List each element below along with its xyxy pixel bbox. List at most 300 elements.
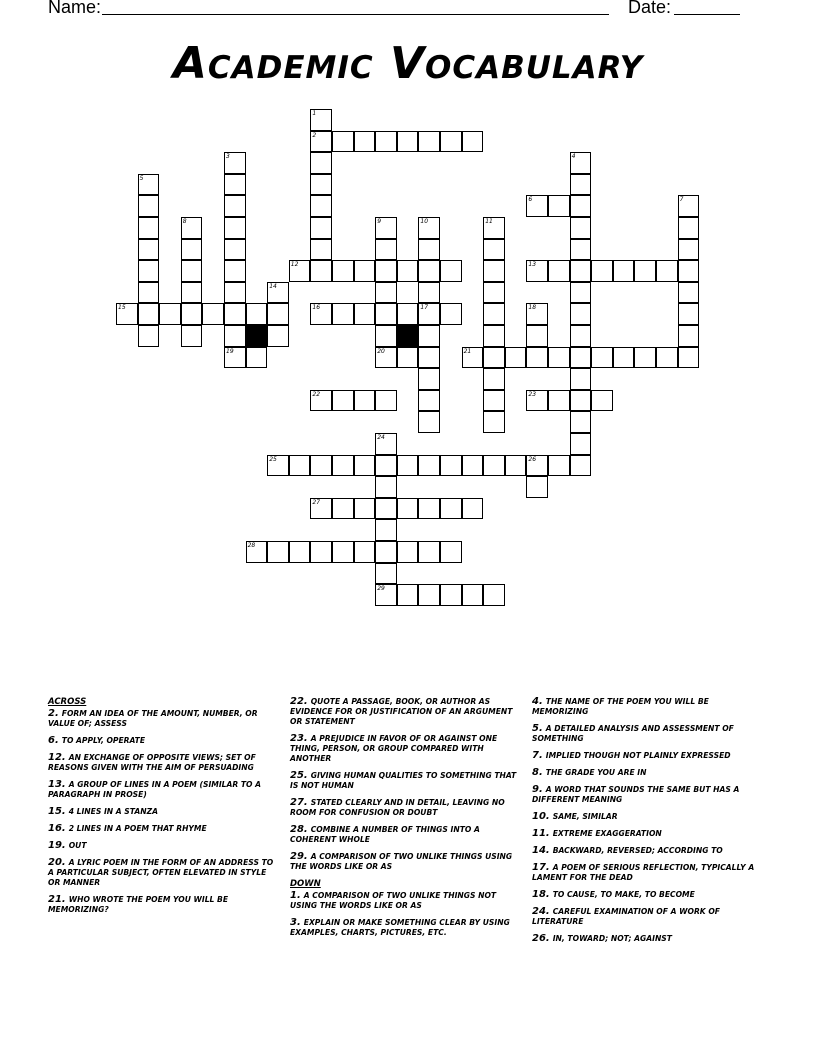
crossword-cell[interactable] — [138, 195, 160, 217]
clue-text: A LYRIC POEM IN THE FORM OF AN ADDRESS TO A PARTICULAR SUBJECT, OFTEN ELEVATED IN STYLE OR MANNER — [48, 858, 274, 887]
clue-num: 7. — [532, 750, 543, 761]
crossword-cell[interactable] — [397, 455, 419, 477]
crossword-cell[interactable] — [267, 541, 289, 563]
clue-num: 11. — [532, 828, 550, 839]
crossword-cell[interactable] — [548, 390, 570, 412]
crossword-cell[interactable] — [526, 347, 548, 369]
clue-num: 8. — [532, 767, 543, 778]
clue-number: 20 — [377, 347, 385, 355]
crossword-cell[interactable] — [375, 519, 397, 541]
across-clue — [48, 895, 280, 915]
clue-num: 23. — [290, 733, 308, 744]
crossword-cell[interactable] — [678, 325, 700, 347]
crossword-cell[interactable] — [224, 217, 246, 239]
crossword-cell[interactable] — [548, 347, 570, 369]
crossword-cell[interactable] — [181, 239, 203, 261]
crossword-cell[interactable] — [634, 347, 656, 369]
clue-num: 14. — [532, 845, 550, 856]
crossword-cell[interactable] — [613, 260, 635, 282]
crossword-cell[interactable] — [138, 325, 160, 347]
crossword-cell[interactable] — [526, 260, 548, 282]
crossword-cell[interactable] — [656, 347, 678, 369]
crossword-cell[interactable] — [526, 476, 548, 498]
down-clue — [532, 934, 764, 944]
crossword-cell[interactable] — [397, 131, 419, 153]
crossword-cell[interactable] — [332, 260, 354, 282]
crossword-cell[interactable] — [224, 260, 246, 282]
down-clue — [532, 785, 764, 805]
across-clue — [290, 734, 522, 764]
crossword-cell[interactable] — [678, 260, 700, 282]
crossword-cell[interactable] — [570, 195, 592, 217]
crossword-cell[interactable] — [526, 195, 548, 217]
crossword-cell[interactable] — [289, 260, 311, 282]
crossword-cell[interactable] — [526, 390, 548, 412]
across-clue — [290, 825, 522, 845]
crossword-cell[interactable] — [440, 498, 462, 520]
clue-text: IMPLIED THOUGH NOT PLAINLY EXPRESSED — [545, 751, 731, 760]
clue-list — [48, 697, 768, 1017]
across-clue — [290, 852, 522, 872]
crossword-cell[interactable] — [418, 282, 440, 304]
down-clue — [290, 918, 522, 938]
clue-text: EXTREME EXAGGERATION — [552, 829, 662, 838]
clue-text: FORM AN IDEA OF THE AMOUNT, NUMBER, OR VALUE OF; ASSESS — [48, 709, 258, 728]
crossword-cell[interactable] — [310, 455, 332, 477]
across-clue — [290, 697, 522, 727]
name-label: Name: — [48, 0, 102, 17]
down-clue — [532, 768, 764, 778]
crossword-cell[interactable] — [397, 541, 419, 563]
clue-column-3 — [532, 697, 764, 951]
clue-number: 3 — [226, 153, 230, 161]
crossword-cell[interactable] — [462, 455, 484, 477]
across-clue — [48, 753, 280, 773]
clue-number: 25 — [269, 455, 277, 463]
clue-num: 1. — [290, 890, 301, 901]
crossword-cell[interactable] — [375, 563, 397, 585]
crossword-cell[interactable] — [418, 584, 440, 606]
crossword-cell[interactable] — [591, 347, 613, 369]
crossword-cell[interactable] — [375, 282, 397, 304]
crossword-cell[interactable] — [570, 282, 592, 304]
crossword-cell[interactable] — [138, 239, 160, 261]
crossword-cell[interactable] — [418, 217, 440, 239]
crossword-cell[interactable] — [418, 347, 440, 369]
clue-number: 13 — [528, 261, 537, 269]
blocked-cell — [397, 325, 419, 347]
clue-num: 2. — [48, 708, 59, 719]
crossword-cell[interactable] — [483, 411, 505, 433]
clue-num: 12. — [48, 752, 66, 763]
crossword-cell[interactable] — [397, 260, 419, 282]
clue-text: EXPLAIN OR MAKE SOMETHING CLEAR BY USING EXAMPLES, CHARTS, PICTURES, ETC. — [290, 918, 510, 937]
crossword-cell[interactable] — [418, 303, 440, 325]
down-clue — [532, 812, 764, 822]
crossword-cell[interactable] — [332, 303, 354, 325]
crossword-cell[interactable] — [418, 455, 440, 477]
down-clue — [532, 846, 764, 856]
clue-text: TO APPLY, OPERATE — [61, 736, 146, 745]
clue-num: 19. — [48, 840, 66, 851]
clue-number: 29 — [377, 585, 385, 593]
crossword-cell[interactable] — [289, 455, 311, 477]
crossword-cell[interactable] — [418, 541, 440, 563]
clue-number: 1 — [312, 110, 317, 117]
crossword-cell[interactable] — [138, 260, 160, 282]
across-clue — [48, 780, 280, 800]
clue-number: 12 — [290, 261, 299, 269]
crossword-cell[interactable] — [138, 174, 160, 196]
across-clue — [48, 824, 280, 834]
crossword-cell[interactable] — [570, 303, 592, 325]
crossword-cell[interactable] — [678, 303, 700, 325]
crossword-cell[interactable] — [440, 455, 462, 477]
across-clue — [290, 771, 522, 791]
crossword-cell[interactable] — [224, 347, 246, 369]
crossword-cell[interactable] — [289, 541, 311, 563]
crossword-cell[interactable] — [267, 303, 289, 325]
crossword-cell[interactable] — [332, 541, 354, 563]
crossword-cell[interactable] — [159, 303, 181, 325]
crossword-cell[interactable] — [375, 239, 397, 261]
clue-num: 22. — [290, 696, 308, 707]
crossword-cell[interactable] — [224, 303, 246, 325]
clue-num: 6. — [48, 735, 59, 746]
down-clue — [532, 751, 764, 761]
across-clue — [48, 736, 280, 746]
clue-num: 29. — [290, 851, 308, 862]
crossword-cell[interactable] — [570, 411, 592, 433]
crossword-cell[interactable] — [570, 174, 592, 196]
clue-text: QUOTE A PASSAGE, BOOK, OR AUTHOR AS EVIDENCE FOR OR JUSTIFICATION OF AN ARGUMENT OR STATEMENT — [290, 697, 513, 726]
crossword-cell[interactable] — [548, 260, 570, 282]
clue-number: 7 — [679, 196, 684, 204]
crossword-cell[interactable] — [332, 131, 354, 153]
crossword-cell[interactable] — [418, 411, 440, 433]
crossword-cell[interactable] — [483, 303, 505, 325]
clue-number: 4 — [571, 153, 576, 161]
crossword-cell[interactable] — [354, 390, 376, 412]
clue-num: 9. — [532, 784, 543, 795]
crossword-cell[interactable] — [678, 217, 700, 239]
crossword-cell[interactable] — [418, 239, 440, 261]
crossword-cell[interactable] — [678, 195, 700, 217]
crossword-cell[interactable] — [483, 325, 505, 347]
down-clue — [532, 863, 764, 883]
clue-number: 11 — [485, 218, 493, 225]
crossword-cell[interactable] — [570, 433, 592, 455]
crossword-cell[interactable] — [505, 455, 527, 477]
clue-number: 2 — [312, 131, 317, 139]
crossword-cell[interactable] — [418, 368, 440, 390]
crossword-cell[interactable] — [570, 347, 592, 369]
clue-text: IN, TOWARD; NOT; AGAINST — [552, 934, 672, 943]
crossword-cell[interactable] — [310, 390, 332, 412]
crossword-cell[interactable] — [526, 303, 548, 325]
down-heading: DOWN — [290, 879, 321, 889]
crossword-cell[interactable] — [224, 325, 246, 347]
crossword-cell[interactable] — [224, 195, 246, 217]
crossword-cell[interactable] — [224, 174, 246, 196]
crossword-cell[interactable] — [375, 541, 397, 563]
crossword-cell[interactable] — [570, 390, 592, 412]
crossword-cell[interactable] — [440, 584, 462, 606]
crossword-cell[interactable] — [138, 282, 160, 304]
crossword-cell[interactable] — [483, 282, 505, 304]
crossword-cell[interactable] — [246, 541, 268, 563]
crossword-cell[interactable] — [462, 347, 484, 369]
clue-num: 16. — [48, 823, 66, 834]
crossword-cell[interactable] — [332, 390, 354, 412]
clue-text: BACKWARD, REVERSED; ACCORDING TO — [552, 846, 723, 855]
crossword-cell[interactable] — [440, 260, 462, 282]
crossword-cell[interactable] — [483, 217, 505, 239]
across-clue — [48, 841, 280, 851]
crossword-cell[interactable] — [570, 152, 592, 174]
clue-number: 14 — [269, 282, 277, 290]
crossword-cell[interactable] — [354, 455, 376, 477]
crossword-cell[interactable] — [310, 109, 332, 131]
clue-number: 8 — [182, 218, 187, 225]
clue-number: 24 — [377, 434, 385, 441]
clue-text: TO CAUSE, TO MAKE, TO BECOME — [552, 890, 695, 899]
crossword-cell[interactable] — [354, 260, 376, 282]
clue-num: 28. — [290, 824, 308, 835]
crossword-cell[interactable] — [310, 239, 332, 261]
clue-num: 15. — [48, 806, 66, 817]
crossword-cell[interactable] — [224, 152, 246, 174]
crossword-cell[interactable] — [375, 584, 397, 606]
crossword-cell[interactable] — [548, 195, 570, 217]
blocked-cell — [246, 325, 268, 347]
crossword-cell[interactable] — [310, 131, 332, 153]
crossword-cell[interactable] — [570, 455, 592, 477]
clue-num: 20. — [48, 857, 66, 868]
clue-number: 22 — [312, 390, 321, 398]
clue-text: A COMPARISON OF TWO UNLIKE THINGS USING THE WORDS LIKE OR AS — [290, 852, 513, 871]
clue-text: A DETAILED ANALYSIS AND ASSESSMENT OF SOMETHING — [532, 724, 734, 743]
clue-number: 27 — [312, 498, 321, 506]
clue-text: SAME, SIMILAR — [552, 812, 618, 821]
down-clue — [290, 891, 522, 911]
clue-num: 3. — [290, 917, 301, 928]
crossword-cell[interactable] — [397, 347, 419, 369]
clue-number: 26 — [528, 455, 537, 463]
crossword-cell[interactable] — [397, 303, 419, 325]
clue-num: 27. — [290, 797, 308, 808]
crossword-cell[interactable] — [656, 260, 678, 282]
clue-text: THE GRADE YOU ARE IN — [545, 768, 647, 777]
crossword-cell[interactable] — [570, 260, 592, 282]
crossword-cell[interactable] — [181, 325, 203, 347]
crossword-cell[interactable] — [375, 260, 397, 282]
crossword-cell[interactable] — [570, 325, 592, 347]
crossword-cell[interactable] — [418, 498, 440, 520]
crossword-cell[interactable] — [678, 239, 700, 261]
clue-text: WHO WROTE THE POEM YOU WILL BE MEMORIZING? — [48, 895, 229, 914]
clue-number: 19 — [226, 347, 234, 355]
crossword-cell[interactable] — [678, 347, 700, 369]
crossword-cell[interactable] — [397, 498, 419, 520]
clue-column-1 — [48, 697, 280, 922]
crossword-cell[interactable] — [375, 325, 397, 347]
crossword-cell[interactable] — [310, 541, 332, 563]
crossword-cell[interactable] — [483, 368, 505, 390]
clue-num: 5. — [532, 723, 543, 734]
clue-text: A POEM OF SERIOUS REFLECTION, TYPICALLY A LAMENT FOR THE DEAD — [532, 863, 755, 882]
crossword-cell[interactable] — [462, 498, 484, 520]
crossword-cell[interactable] — [267, 282, 289, 304]
clue-num: 17. — [532, 862, 550, 873]
crossword-cell[interactable] — [332, 455, 354, 477]
crossword-cell[interactable] — [354, 131, 376, 153]
crossword-cell[interactable] — [181, 282, 203, 304]
clue-num: 10. — [532, 811, 550, 822]
crossword-cell[interactable] — [591, 390, 613, 412]
crossword-cell[interactable] — [418, 260, 440, 282]
clue-num: 25. — [290, 770, 308, 781]
crossword-cell[interactable] — [224, 282, 246, 304]
crossword-cell[interactable] — [418, 390, 440, 412]
crossword-cell[interactable] — [224, 239, 246, 261]
crossword-cell[interactable] — [375, 131, 397, 153]
crossword-cell[interactable] — [354, 498, 376, 520]
crossword-cell[interactable] — [332, 498, 354, 520]
clue-text: A WORD THAT SOUNDS THE SAME BUT HAS A DIFFERENT MEANING — [532, 785, 740, 804]
crossword-cell[interactable] — [526, 325, 548, 347]
clue-text: OUT — [68, 841, 87, 850]
crossword-cell[interactable] — [483, 260, 505, 282]
crossword-cell[interactable] — [202, 303, 224, 325]
crossword-cell[interactable] — [181, 303, 203, 325]
clue-number: 23 — [528, 390, 537, 398]
crossword-cell[interactable] — [354, 541, 376, 563]
across-clue — [48, 858, 280, 888]
crossword-cell[interactable] — [483, 347, 505, 369]
clue-number: 15 — [118, 304, 126, 312]
crossword-cell[interactable] — [246, 347, 268, 369]
crossword-cell[interactable] — [440, 303, 462, 325]
crossword-cell[interactable] — [138, 303, 160, 325]
clue-text: 2 LINES IN A POEM THAT RHYME — [68, 824, 207, 833]
clue-column-2 — [290, 697, 522, 945]
clue-number: 10 — [420, 218, 429, 225]
crossword-cell[interactable] — [375, 476, 397, 498]
clue-num: 21. — [48, 894, 66, 905]
clue-text: STATED CLEARLY AND IN DETAIL, LEAVING NO ROOM FOR CONFUSION OR DOUBT — [290, 798, 505, 817]
crossword-cell[interactable] — [591, 260, 613, 282]
clue-text: THE NAME OF THE POEM YOU WILL BE MEMORIZING — [532, 697, 709, 716]
crossword-cell[interactable] — [613, 347, 635, 369]
crossword-cell[interactable] — [375, 217, 397, 239]
crossword-cell[interactable] — [375, 303, 397, 325]
across-clue — [290, 798, 522, 818]
crossword-cell[interactable] — [483, 455, 505, 477]
crossword-cell[interactable] — [375, 433, 397, 455]
clue-text: GIVING HUMAN QUALITIES TO SOMETHING THAT IS NOT HUMAN — [290, 771, 517, 790]
crossword-cell[interactable] — [483, 390, 505, 412]
crossword-cell[interactable] — [418, 131, 440, 153]
clue-number: 17 — [420, 304, 429, 312]
down-clue — [532, 907, 764, 927]
clue-text: CAREFUL EXAMINATION OF A WORK OF LITERATURE — [532, 907, 720, 926]
clue-num: 26. — [532, 933, 550, 944]
crossword-cell[interactable] — [246, 303, 268, 325]
crossword-cell[interactable] — [397, 584, 419, 606]
across-clue — [48, 807, 280, 817]
crossword-cell[interactable] — [634, 260, 656, 282]
clue-number: 28 — [247, 542, 256, 549]
crossword-cell[interactable] — [418, 325, 440, 347]
crossword-cell[interactable] — [462, 131, 484, 153]
crossword-cell[interactable] — [483, 239, 505, 261]
clue-num: 18. — [532, 889, 550, 900]
crossword-cell[interactable] — [375, 390, 397, 412]
crossword-cell[interactable] — [181, 217, 203, 239]
crossword-cell[interactable] — [267, 325, 289, 347]
clue-text: A PREJUDICE IN FAVOR OF OR AGAINST ONE THING, PERSON, OR GROUP COMPARED WITH ANOTHER — [290, 734, 498, 763]
clue-text: A COMPARISON OF TWO UNLIKE THINGS NOT USING THE WORDS LIKE OR AS — [290, 891, 497, 910]
clue-text: AN EXCHANGE OF OPPOSITE VIEWS; SET OF REASONS GIVEN WITH THE AIM OF PERSUADING — [48, 753, 256, 772]
down-clue — [532, 890, 764, 900]
clue-number: 18 — [528, 304, 537, 312]
crossword-cell[interactable] — [310, 217, 332, 239]
crossword-cell[interactable] — [354, 303, 376, 325]
crossword-cell[interactable] — [310, 303, 332, 325]
crossword-cell[interactable] — [570, 368, 592, 390]
clue-number: 9 — [377, 218, 382, 225]
crossword-cell[interactable] — [570, 239, 592, 261]
page-title: Academic Vocabulary — [172, 38, 644, 89]
crossword-cell[interactable] — [526, 455, 548, 477]
crossword-cell[interactable] — [310, 174, 332, 196]
crossword-cell[interactable] — [548, 455, 570, 477]
crossword-cell[interactable] — [375, 455, 397, 477]
crossword-cell[interactable] — [462, 584, 484, 606]
crossword-cell[interactable] — [440, 541, 462, 563]
crossword-cell[interactable] — [375, 347, 397, 369]
crossword-cell[interactable] — [116, 303, 138, 325]
crossword-cell[interactable] — [375, 498, 397, 520]
crossword-cell[interactable] — [267, 455, 289, 477]
crossword-cell[interactable] — [440, 131, 462, 153]
clue-num: 13. — [48, 779, 66, 790]
crossword-cell[interactable] — [505, 347, 527, 369]
clue-num: 4. — [532, 696, 543, 707]
crossword-cell[interactable] — [181, 260, 203, 282]
down-clue — [532, 697, 764, 717]
crossword-cell[interactable] — [310, 195, 332, 217]
crossword-cell[interactable] — [138, 217, 160, 239]
down-clue — [532, 829, 764, 839]
down-clue — [532, 724, 764, 744]
clue-number: 21 — [463, 347, 472, 355]
crossword-cell[interactable] — [310, 260, 332, 282]
crossword-cell[interactable] — [310, 498, 332, 520]
clue-text: 4 LINES IN A STANZA — [68, 807, 158, 816]
across-clue — [48, 709, 280, 729]
clue-number: 6 — [528, 196, 533, 204]
crossword-cell[interactable] — [678, 282, 700, 304]
clue-number: 5 — [139, 174, 144, 182]
date-label: Date: — [628, 0, 672, 17]
crossword-cell[interactable] — [310, 152, 332, 174]
across-heading: ACROSS — [48, 697, 87, 707]
crossword-cell[interactable] — [483, 584, 505, 606]
crossword-cell[interactable] — [570, 217, 592, 239]
clue-num: 24. — [532, 906, 550, 917]
